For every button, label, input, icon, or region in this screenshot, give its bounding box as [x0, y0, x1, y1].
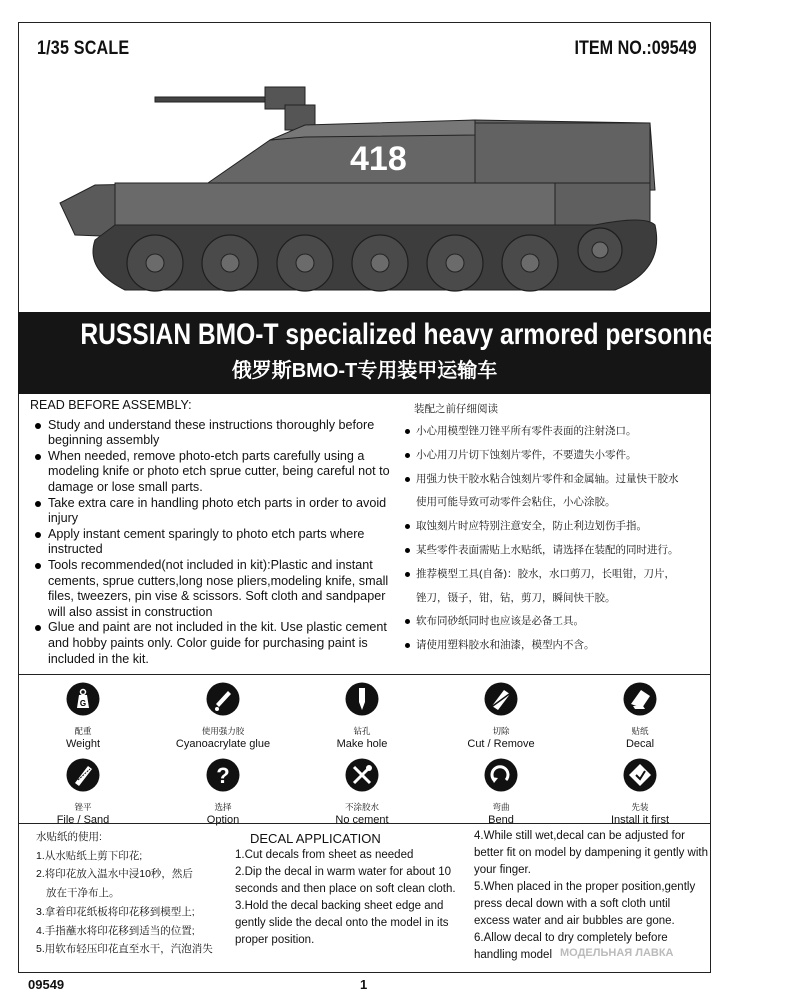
svg-text:G: G	[79, 699, 87, 708]
instruction-cn-line: 请使用塑料胶水和油漆，模型内不含。	[400, 634, 700, 658]
instruction-item: Tools recommended(not included in kit):Plastic and instant cements, sprue cutters,long nose pliers,modeling knife, small files, tweezers, pin vise & scissors. Soft cloth and sandpaper will also assist in construction	[30, 558, 400, 620]
instruction-item: When needed, remove photo-etch parts carefully using a modeling knife or photo etch sprue cutter, being careful not to damage or lose small parts.	[30, 449, 400, 496]
weight-icon	[66, 682, 100, 716]
decal-cn-line: 放在干净布上。	[46, 887, 120, 900]
vehicle-number: 418	[350, 140, 407, 178]
cut-remove-icon	[484, 682, 518, 716]
instruction-cn-line: 锉刀，镊子，钳，钻，剪刀，瞬间快干胶。	[416, 591, 616, 604]
instruction-item: Glue and paint are not included in the kit. Use plastic cement and hobby paints only. Color guide for purchasing paint is included in the kit.	[30, 620, 400, 667]
divider	[18, 674, 711, 675]
decal-heading: DECAL APPLICATION	[250, 831, 381, 846]
page-number: 1	[360, 977, 368, 992]
instructions-cn-heading: 装配之前仔细阅读	[414, 403, 498, 415]
instruction-item: Take extra care in handling photo etch parts in order to avoid injury	[30, 496, 400, 527]
legend-bend: 弯曲 Bend	[446, 758, 556, 826]
watermark: МОДЕЛЬНАЯ ЛАВКА	[560, 947, 674, 959]
decal-step: 4.While still wet,decal can be adjusted for better fit on model by dampening it gently with your finger.	[474, 830, 708, 876]
decal-step: 2.Dip the decal in warm water for about 10 seconds and then place on soft clean cloth.	[235, 866, 456, 895]
file-sand-icon	[66, 758, 100, 792]
instruction-item: Study and understand these instructions thoroughly before beginning assembly	[30, 418, 400, 449]
instruction-item: Apply instant cement sparingly to photo etch parts where instructed	[30, 527, 400, 558]
decal-cn-line: 5.用软布轻压印花直至水干，汽泡消失	[36, 943, 213, 956]
footer-item-number: 09549	[28, 977, 65, 992]
legend-option: ? 选择 Option	[168, 758, 278, 826]
legend-make-hole: 钻孔 Make hole	[307, 682, 417, 750]
bend-icon	[484, 758, 518, 792]
decal-instructions-chinese	[36, 828, 236, 959]
instruction-cn-line: 取蚀刻片时应特别注意安全，防止利边划伤手指。	[400, 515, 700, 539]
decal-icon	[623, 682, 657, 716]
decal-cn-heading: 水贴纸的使用:	[36, 831, 102, 843]
decal-instructions-english-left	[235, 828, 475, 949]
decal-cn-line: 3.拿着印花纸板将印花移到模型上;	[36, 905, 195, 918]
title-english: RUSSIAN BMO-T specialized heavy armored personnel carrier	[80, 318, 806, 351]
decal-step: 5.When placed in the proper position,gently press decal down with a soft cloth until excess water and air bubbles are gone.	[474, 881, 696, 927]
decal-step: 6.Allow decal to dry completely before handling model	[474, 932, 668, 961]
decal-step: 3.Hold the decal backing sheet edge and gently slide the decal onto the model in its proper position.	[235, 900, 449, 946]
decal-cn-line: 1.从水贴纸上剪下印花;	[36, 849, 143, 862]
scale-label: 1/35 SCALE	[37, 38, 130, 59]
instructions-cn-list	[400, 420, 700, 658]
legend-cyanoacrylate-glue: 使用强力胶 Cyanoacrylate glue	[168, 682, 278, 750]
legend-file-sand: 锉平 File / Sand	[28, 758, 138, 826]
instruction-cn-line: 用强力快干胶水粘合蚀刻片零件和金属轴。过量快干胶水	[400, 468, 700, 492]
decal-cn-line: 2.将印花放入温水中浸10秒，然后	[36, 868, 193, 881]
decal-cn-line: 4.手指蘸水将印花移到适当的位置;	[36, 924, 195, 937]
instruction-cn-line: 推荐模型工具(自备)：胶水，水口剪刀，长咀钳，刀片，	[400, 563, 700, 587]
instruction-cn-line: 使用可能导致可动零件会粘住，小心涂胶。	[416, 496, 616, 509]
decal-step: 1.Cut decals from sheet as needed	[235, 849, 414, 861]
make-hole-icon	[345, 682, 379, 716]
instructions-list	[30, 418, 400, 668]
legend-cut-remove: 切除 Cut / Remove	[446, 682, 556, 750]
item-number: ITEM NO.:09549	[574, 38, 697, 59]
decal-instructions-english-right	[474, 828, 709, 964]
install-first-icon	[623, 758, 657, 792]
title-chinese: 俄罗斯BMO-T专用装甲运输车	[231, 360, 498, 382]
instruction-cn-line: 软布同砂纸同时也应该是必备工具。	[400, 610, 700, 634]
option-icon	[206, 758, 240, 792]
instructions-english	[30, 398, 400, 667]
legend-decal: 贴纸 Decal	[585, 682, 695, 750]
instructions-heading: READ BEFORE ASSEMBLY:	[30, 398, 192, 412]
legend-no-cement: 不涂胶水 No cement	[307, 758, 417, 826]
instruction-cn-line: 小心用模型锉刀锉平所有零件表面的注射浇口。	[400, 420, 700, 444]
legend-install-first: 先装 Install it first	[585, 758, 695, 826]
title-band	[18, 312, 806, 394]
vehicle-illustration	[55, 75, 680, 305]
instruction-cn-line: 小心用刀片切下蚀刻片零件，不要遗失小零件。	[400, 444, 700, 468]
instruction-cn-line: 某些零件表面需贴上水贴纸，请选择在装配的同时进行。	[400, 539, 700, 563]
instructions-chinese	[400, 398, 700, 658]
no-cement-icon	[345, 758, 379, 792]
divider	[18, 823, 711, 824]
cyanoacrylate-glue-icon	[206, 682, 240, 716]
legend-weight: G 配重 Weight	[28, 682, 138, 750]
svg-text:?: ?	[216, 763, 230, 788]
